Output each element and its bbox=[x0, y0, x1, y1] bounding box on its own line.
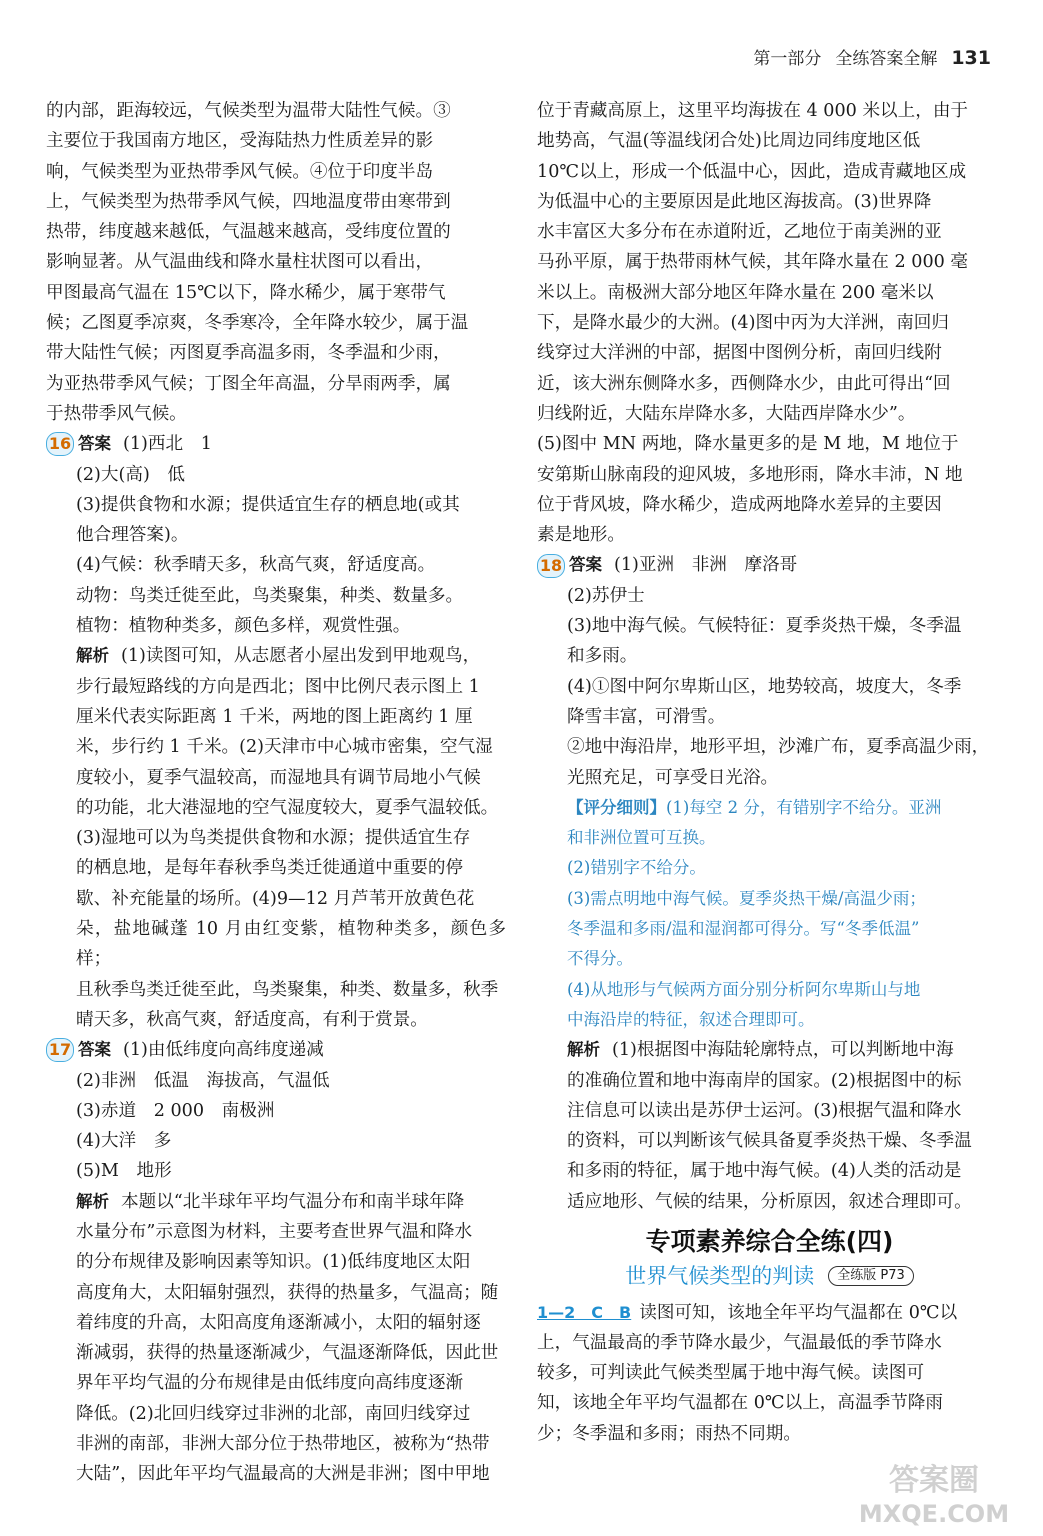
text-line: (2)非洲 低温 海拔高，气温低 bbox=[76, 1070, 330, 1091]
text-line: 着纬度的升高，太阳高度角逐渐减小，太阳的辐射逐 bbox=[76, 1312, 481, 1333]
text-line: 10℃以上，形成一个低温中心，因此，造成青藏地区成 bbox=[537, 161, 967, 182]
analysis-label: 解析 bbox=[567, 1040, 600, 1060]
left-intro bbox=[46, 96, 506, 429]
text-line: 光照充足，可享受日光浴。 bbox=[567, 767, 779, 788]
text-line: 线穿过大洋洲的中部，据图中图例分析，南回归线附 bbox=[537, 343, 942, 364]
watermark-line1: 答案圈 bbox=[889, 1463, 979, 1498]
answer-header bbox=[46, 429, 506, 459]
text-line: 归线附近，大陆东岸降水多，大陆西岸降水少”。 bbox=[537, 403, 916, 424]
question-18 bbox=[537, 550, 1002, 1217]
answer-text: 读图可知，该地全年平均气温都在 0℃以 bbox=[639, 1302, 958, 1323]
text-line: 渐减弱，获得的热量逐渐减少，气温逐渐降低，因此世 bbox=[76, 1343, 499, 1364]
text-line: (5)图中 MN 两地，降水量更多的是 M 地，M 地位于 bbox=[537, 434, 959, 455]
text-line: 影响显著。从气温曲线和降水量柱状图可以看出， bbox=[46, 252, 434, 273]
text-line: 植物：植物种类多，颜色多样，观赏性强。 bbox=[76, 616, 411, 637]
text-line: (4)①图中阿尔卑斯山区，地势较高，坡度大，冬季 bbox=[567, 676, 962, 697]
scoring-line: 中海沿岸的特征，叙述合理即可。 bbox=[567, 1009, 815, 1029]
analysis-label: 解析 bbox=[76, 646, 109, 666]
page-reference-badge: 全练版 P73 bbox=[828, 1266, 914, 1286]
text-line: 的分布规律及影响因素等知识。(1)低纬度地区太阳 bbox=[76, 1252, 471, 1273]
text-line: 马孙平原，属于热带雨林气候，其年降水量在 2 000 毫 bbox=[537, 252, 969, 273]
text-line: 素是地形。 bbox=[537, 525, 625, 546]
left-column bbox=[46, 96, 506, 1490]
text-line: 较多，可判读此气候类型属于地中海气候。读图可 bbox=[537, 1363, 925, 1384]
question-17 bbox=[46, 1035, 506, 1489]
text-line: 米，步行约 1 千米。(2)天津市中心城市密集，空气湿 bbox=[76, 737, 493, 758]
watermark-logo bbox=[839, 1456, 1029, 1530]
text-line: (3)提供食物和水源；提供适宜生存的栖息地(或其 bbox=[76, 494, 460, 515]
text-line: 度较小，夏季气温较高，而湿地具有调节局地小气候 bbox=[76, 767, 481, 788]
question-1-2 bbox=[537, 1298, 1002, 1449]
answer-header bbox=[46, 1035, 506, 1065]
text-line: 主要位于我国南方地区，受海陆热力性质差异的影 bbox=[46, 131, 434, 152]
text-line: 降雪丰富，可滑雪。 bbox=[567, 706, 726, 727]
text-line: 他合理答案)。 bbox=[76, 525, 189, 546]
text-line: 的功能，北大港湿地的空气湿度较大，夏季气温较低。 bbox=[76, 797, 499, 818]
text-line: 上，气候类型为热带季风气候，四地温度带由寒带到 bbox=[46, 191, 451, 212]
header-title: 全练答案全解 bbox=[835, 49, 938, 69]
answer-label: 答案 bbox=[78, 434, 111, 454]
scoring-line: 冬季温和多雨/温和湿润都可得分。写“冬季低温” bbox=[567, 919, 920, 939]
answer-label: 答案 bbox=[569, 555, 602, 575]
text-line: 注信息可以读出是苏伊士运河。(3)根据气温和降水 bbox=[567, 1100, 962, 1121]
text-line: 降低。(2)北回归线穿过非洲的北部，南回归线穿过 bbox=[76, 1403, 471, 1424]
answer-label: 答案 bbox=[78, 1040, 111, 1060]
answer-first-line: (1)亚洲 非洲 摩洛哥 bbox=[614, 555, 798, 576]
text-line: 和多雨。 bbox=[567, 646, 638, 667]
subsection-header bbox=[537, 1261, 1002, 1291]
text-line: 于热带季风气候。 bbox=[46, 403, 187, 424]
text-line: 带大陆性气候；丙图夏季高温多雨，冬季温和少雨， bbox=[46, 343, 451, 364]
scoring-line: 和非洲位置可互换。 bbox=[567, 828, 716, 848]
text-line: 适应地形、气候的结果，分析原因，叙述合理即可。 bbox=[567, 1191, 972, 1212]
question-range-label: 1—2 C B bbox=[537, 1302, 632, 1322]
text-line: 和多雨的特征，属于地中海气候。(4)人类的活动是 bbox=[567, 1161, 962, 1182]
answer-body bbox=[46, 460, 506, 1036]
text-line: (3)赤道 2 000 南极洲 bbox=[76, 1100, 275, 1121]
analysis-text: (1)读图可知，从志愿者小屋出发到甲地观鸟， bbox=[121, 646, 481, 667]
text-line: 的准确位置和地中海南岸的国家。(2)根据图中的标 bbox=[567, 1070, 962, 1091]
analysis-label: 解析 bbox=[76, 1191, 109, 1211]
header-section: 第一部分 bbox=[753, 49, 822, 69]
text-line: 的内部，距海较远，气候类型为温带大陆性气候。③ bbox=[46, 101, 451, 121]
question-number-badge: 18 bbox=[537, 554, 565, 578]
text-line: 朵，盐地碱蓬 10 月由红变紫，植物种类多，颜色多样； bbox=[76, 919, 506, 970]
text-line: (2)大(高) 低 bbox=[76, 464, 186, 485]
text-line: 厘米代表实际距离 1 千米，两地的图上距离约 1 厘 bbox=[76, 706, 473, 727]
text-line: 安第斯山脉南段的迎风坡，多地形雨，降水丰沛，N 地 bbox=[537, 464, 963, 485]
text-line: 少；冬季温和多雨；雨热不同期。 bbox=[537, 1423, 801, 1444]
question-16 bbox=[46, 429, 506, 1035]
text-line: 近，该大洲东侧降水多，西侧降水少，由此可得出“回 bbox=[537, 373, 951, 394]
text-line: 为亚热带季风气候；丁图全年高温，分旱雨两季，属 bbox=[46, 373, 451, 394]
text-line: 且秋季鸟类迁徙至此，鸟类聚集，种类、数量多，秋季 bbox=[76, 979, 499, 1000]
text-line: (4)大洋 多 bbox=[76, 1131, 172, 1152]
scoring-line: 不得分。 bbox=[567, 949, 633, 969]
text-line: 步行最短路线的方向是西北；图中比例尺表示图上 1 bbox=[76, 676, 480, 697]
answer-first-line bbox=[537, 1298, 1002, 1328]
text-line: ②地中海沿岸，地形平坦，沙滩广布，夏季高温少雨， bbox=[567, 737, 990, 758]
answer-body bbox=[537, 581, 1002, 1217]
scoring-line: (2)错别字不给分。 bbox=[567, 858, 706, 878]
text-line: 界年平均气温的分布规律是由低纬度向高纬度逐渐 bbox=[76, 1373, 464, 1394]
text-line: 水丰富区大多分布在赤道附近，乙地位于南美洲的亚 bbox=[537, 222, 942, 243]
scoring-rules bbox=[567, 793, 1002, 1035]
text-line: 地势高，气温(等温线闭合处)比周边同纬度地区低 bbox=[537, 131, 921, 152]
analysis-text: (1)根据图中海陆轮廓特点，可以判断地中海 bbox=[612, 1040, 954, 1061]
text-line: 高度角大，太阳辐射强烈，获得的热量多，气温高；随 bbox=[76, 1282, 499, 1303]
text-line: 米以上。南极洲大部分地区年降水量在 200 毫米以 bbox=[537, 282, 934, 303]
right-column bbox=[537, 96, 1002, 1449]
analysis-first-line bbox=[76, 1187, 506, 1217]
scoring-text: (1)每空 2 分，有错别字不给分。亚洲 bbox=[666, 797, 942, 817]
page-number: 131 bbox=[951, 47, 991, 69]
text-line: 歇、补充能量的场所。(4)9—12 月芦苇开放黄色花 bbox=[76, 888, 475, 909]
text-line: (3)地中海气候。气候特征：夏季炎热干燥，冬季温 bbox=[567, 616, 962, 637]
scoring-first-line bbox=[567, 793, 1002, 823]
text-line: 的栖息地，是每年春秋季鸟类迁徙通道中重要的停 bbox=[76, 858, 464, 879]
text-line: 知，该地全年平均气温都在 0℃以上，高温季节降雨 bbox=[537, 1393, 943, 1414]
page-header bbox=[753, 44, 991, 69]
analysis-first-line bbox=[76, 641, 506, 671]
text-line: 位于青藏高原上，这里平均海拔在 4 000 米以上，由于 bbox=[537, 101, 969, 121]
watermark-line2: MXQE.COM bbox=[858, 1500, 1010, 1528]
text-line: 大陆”，因此年平均气温最高的大洲是非洲；图中甲地 bbox=[76, 1464, 490, 1485]
answer-body bbox=[46, 1066, 506, 1490]
text-line: 晴天多，秋高气爽，舒适度高，有利于赏景。 bbox=[76, 1009, 428, 1030]
text-line: 热带，纬度越来越低，气温越来越高，受纬度位置的 bbox=[46, 222, 451, 243]
text-line: 响，气候类型为亚热带季风气候。④位于印度半岛 bbox=[46, 161, 434, 182]
text-line: 位于背风坡，降水稀少，造成两地降水差异的主要因 bbox=[537, 494, 942, 515]
text-line: 水量分布”示意图为材料，主要考查世界气温和降水 bbox=[76, 1221, 473, 1242]
subsection-title: 世界气候类型的判读 bbox=[625, 1264, 815, 1289]
answer-first-line: (1)由低纬度向高纬度递减 bbox=[123, 1040, 324, 1061]
text-line: (4)气候：秋季晴天多，秋高气爽，舒适度高。 bbox=[76, 555, 436, 576]
text-line: 甲图最高气温在 15℃以下，降水稀少，属于寒带气 bbox=[46, 282, 446, 303]
scoring-line: (3)需点明地中海气候。夏季炎热干燥/高温少雨； bbox=[567, 888, 926, 908]
text-line: 上，气温最高的季节降水最少，气温最低的季节降水 bbox=[537, 1332, 942, 1353]
answer-header bbox=[537, 550, 1002, 580]
text-line: 的资料，可以判断该气候具备夏季炎热干燥、冬季温 bbox=[567, 1131, 972, 1152]
answer-first-line: (1)西北 1 bbox=[123, 434, 212, 455]
q17-continuation bbox=[537, 96, 1002, 550]
text-line: 下，是降水最少的大洲。(4)图中丙为大洋洲，南回归 bbox=[537, 313, 949, 334]
scoring-line: (4)从地形与气候两方面分别分析阿尔卑斯山与地 bbox=[567, 979, 921, 999]
text-line: (2)苏伊士 bbox=[567, 585, 645, 606]
analysis-text: 本题以“北半球年平均气温分布和南半球年降 bbox=[121, 1191, 465, 1212]
question-number-badge: 16 bbox=[46, 432, 74, 456]
scoring-tag: 【评分细则】 bbox=[567, 797, 666, 817]
text-line: 为低温中心的主要原因是此地区海拔高。(3)世界降 bbox=[537, 191, 932, 212]
section-title: 专项素养综合全练(四) bbox=[645, 1226, 894, 1256]
question-number-badge: 17 bbox=[46, 1038, 74, 1062]
text-line: (5)M 地形 bbox=[76, 1161, 172, 1182]
text-line: 非洲的南部，非洲大部分位于热带地区，被称为“热带 bbox=[76, 1434, 490, 1455]
text-line: 候；乙图夏季凉爽，冬季寒冷，全年降水较少，属于温 bbox=[46, 313, 469, 334]
text-line: (3)湿地可以为鸟类提供食物和水源；提供适宜生存 bbox=[76, 828, 471, 849]
text-line: 动物：鸟类迁徙至此，鸟类聚集，种类、数量多。 bbox=[76, 585, 464, 606]
analysis-first-line bbox=[567, 1035, 1002, 1065]
